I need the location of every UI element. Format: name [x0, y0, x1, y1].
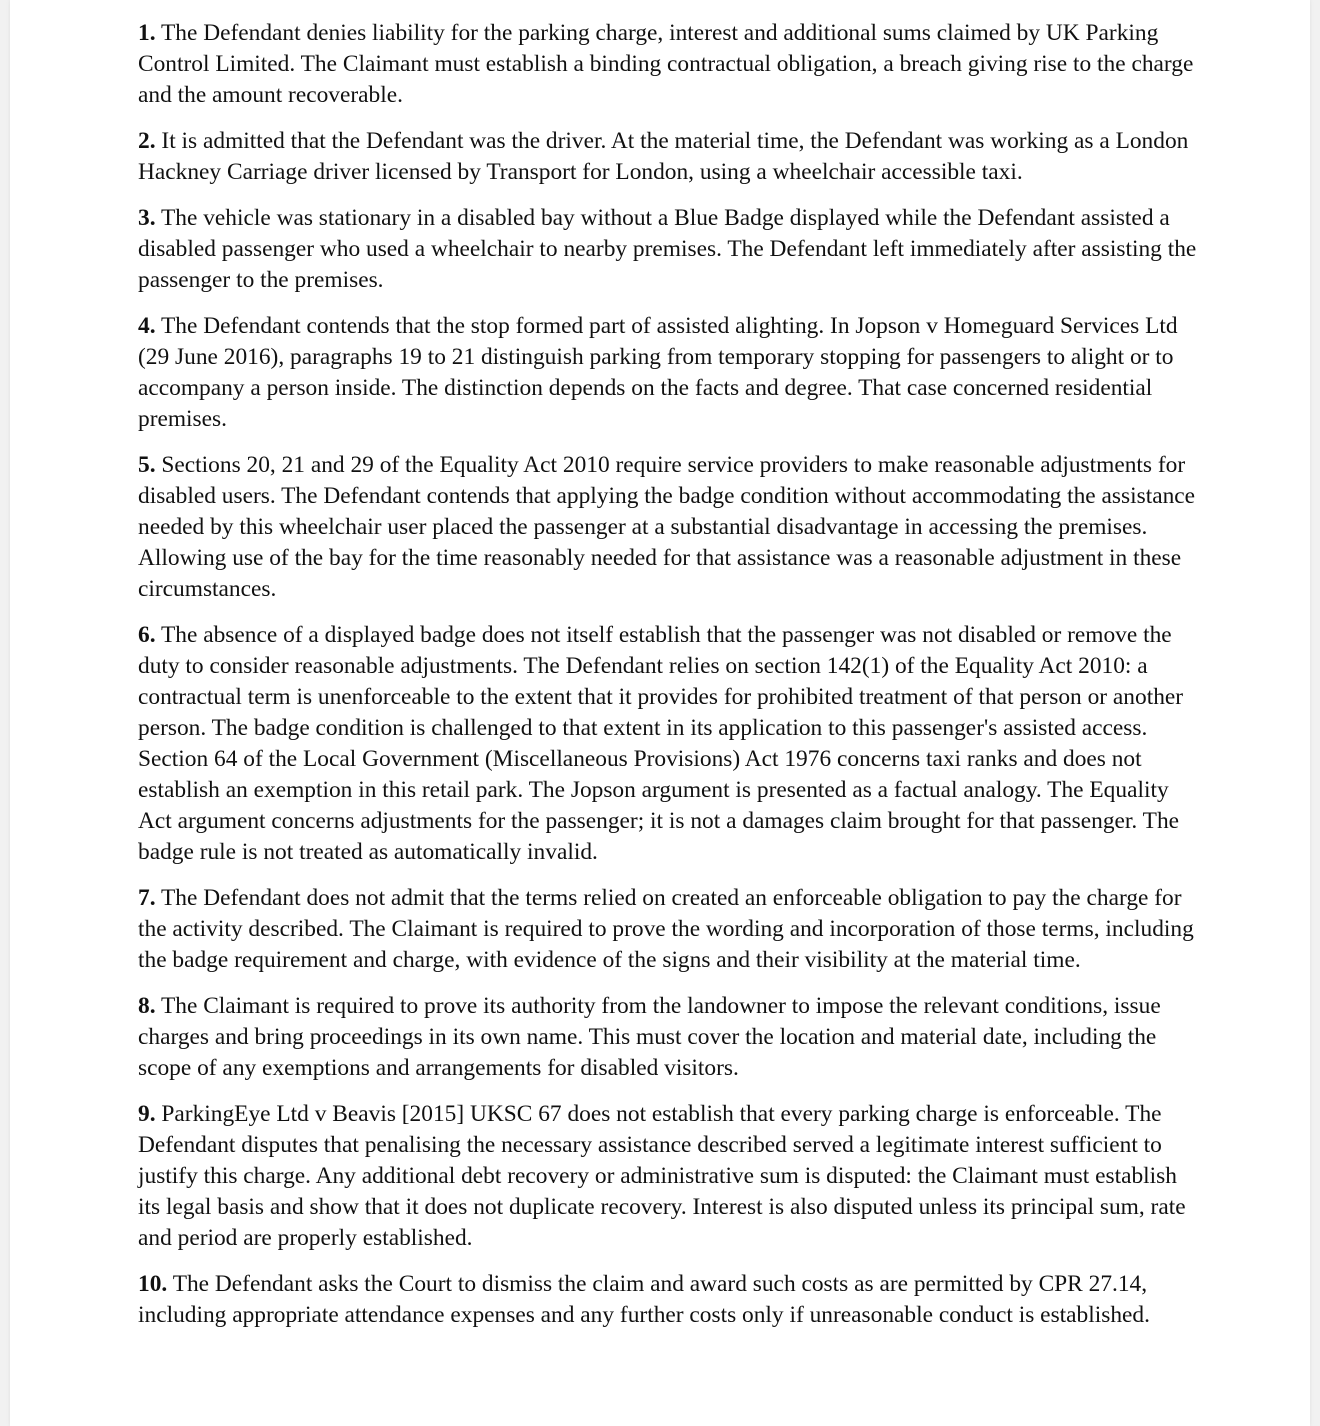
- paragraph-9: [138, 1099, 1198, 1254]
- paragraph-number: 2.: [138, 128, 156, 154]
- paragraph-number: 10.: [138, 1271, 168, 1297]
- paragraph-8: [138, 991, 1198, 1084]
- paragraph-number: 5.: [138, 452, 156, 478]
- paragraph-text: The Defendant denies liability for the parking charge, interest and additional sums claimed by UK Parking Control Limited. The Claimant must establish a binding contractual obligation, a breach giving rise to the charge and the amount recoverable.: [138, 20, 1194, 108]
- paragraph-text: The Defendant contends that the stop formed part of assisted alighting. In Jopson v Homeguard Services Ltd (29 June 2016), paragraphs 19 to 21 distinguish parking from temporary stopping for passengers to alight or to accompany a person inside. The distinction depends on the facts and degree. That case concerned residential premises.: [138, 313, 1178, 432]
- paragraph-number: 3.: [138, 205, 156, 231]
- paragraph-number: 1.: [138, 20, 156, 46]
- paragraph-text: The Defendant asks the Court to dismiss the claim and award such costs as are permitted by CPR 27.14, including appropriate attendance expenses and any further costs only if unreasonable conduct is established.: [138, 1271, 1150, 1328]
- paragraph-number: 8.: [138, 993, 156, 1019]
- paragraph-2: [138, 126, 1198, 188]
- paragraph-text: ParkingEye Ltd v Beavis [2015] UKSC 67 does not establish that every parking charge is enforceable. The Defendant disputes that penalising the necessary assistance described served a legitimate interest sufficient to justify this charge. Any additional debt recovery or administrative sum is disputed: the Claimant must establish its legal basis and show that it does not duplicate recovery. Interest is also disputed unless its principal sum, rate and period are properly established.: [138, 1101, 1186, 1251]
- paragraph-text: The vehicle was stationary in a disabled bay without a Blue Badge displayed while the Defendant assisted a disabled passenger who used a wheelchair to nearby premises. The Defendant left immediately after assisting the passenger to the premises.: [138, 205, 1197, 293]
- paragraph-number: 9.: [138, 1101, 156, 1127]
- paragraph-6: [138, 620, 1198, 868]
- paragraph-1: [138, 18, 1198, 111]
- document-body: [138, 18, 1198, 1346]
- paragraph-10: [138, 1269, 1198, 1331]
- paragraph-text: Sections 20, 21 and 29 of the Equality Act 2010 require service providers to make reasonable adjustments for disabled users. The Defendant contends that applying the badge condition without accommodating the assistance needed by this wheelchair user placed the passenger at a substantial disadvantage in accessing the premises. Allowing use of the bay for the time reasonably needed for that assistance was a reasonable adjustment in these circumstances.: [138, 452, 1196, 602]
- paragraph-number: 4.: [138, 313, 156, 339]
- paragraph-4: [138, 311, 1198, 435]
- paragraph-3: [138, 203, 1198, 296]
- paragraph-text: The absence of a displayed badge does not itself establish that the passenger was not disabled or remove the duty to consider reasonable adjustments. The Defendant relies on section 142(1) of the Equality Act 2010: a contractual term is unenforceable to the extent that it provides for prohibited treatment of that person or another person. The badge condition is challenged to that extent in its application to this passenger's assisted access. Section 64 of the Local Government (Miscellaneous Provisions) Act 1976 concerns taxi ranks and does not establish an exemption in this retail park. The Jopson argument is presented as a factual analogy. The Equality Act argument concerns adjustments for the passenger; it is not a damages claim brought for that passenger. The badge rule is not treated as automatically invalid.: [138, 622, 1184, 865]
- paragraph-text: It is admitted that the Defendant was the driver. At the material time, the Defendant was working as a London Hackney Carriage driver licensed by Transport for London, using a wheelchair accessible taxi.: [138, 128, 1189, 185]
- paragraph-number: 7.: [138, 885, 156, 911]
- paragraph-5: [138, 450, 1198, 605]
- paragraph-7: [138, 883, 1198, 976]
- paragraph-text: The Claimant is required to prove its authority from the landowner to impose the relevant conditions, issue charges and bring proceedings in its own name. This must cover the location and material date, including the scope of any exemptions and arrangements for disabled visitors.: [138, 993, 1161, 1081]
- document-page: [10, 0, 1310, 1426]
- paragraph-number: 6.: [138, 622, 156, 648]
- paragraph-text: The Defendant does not admit that the terms relied on created an enforceable obligation to pay the charge for the activity described. The Claimant is required to prove the wording and incorporation of those terms, including the badge requirement and charge, with evidence of the signs and their visibility at the material time.: [138, 885, 1194, 973]
